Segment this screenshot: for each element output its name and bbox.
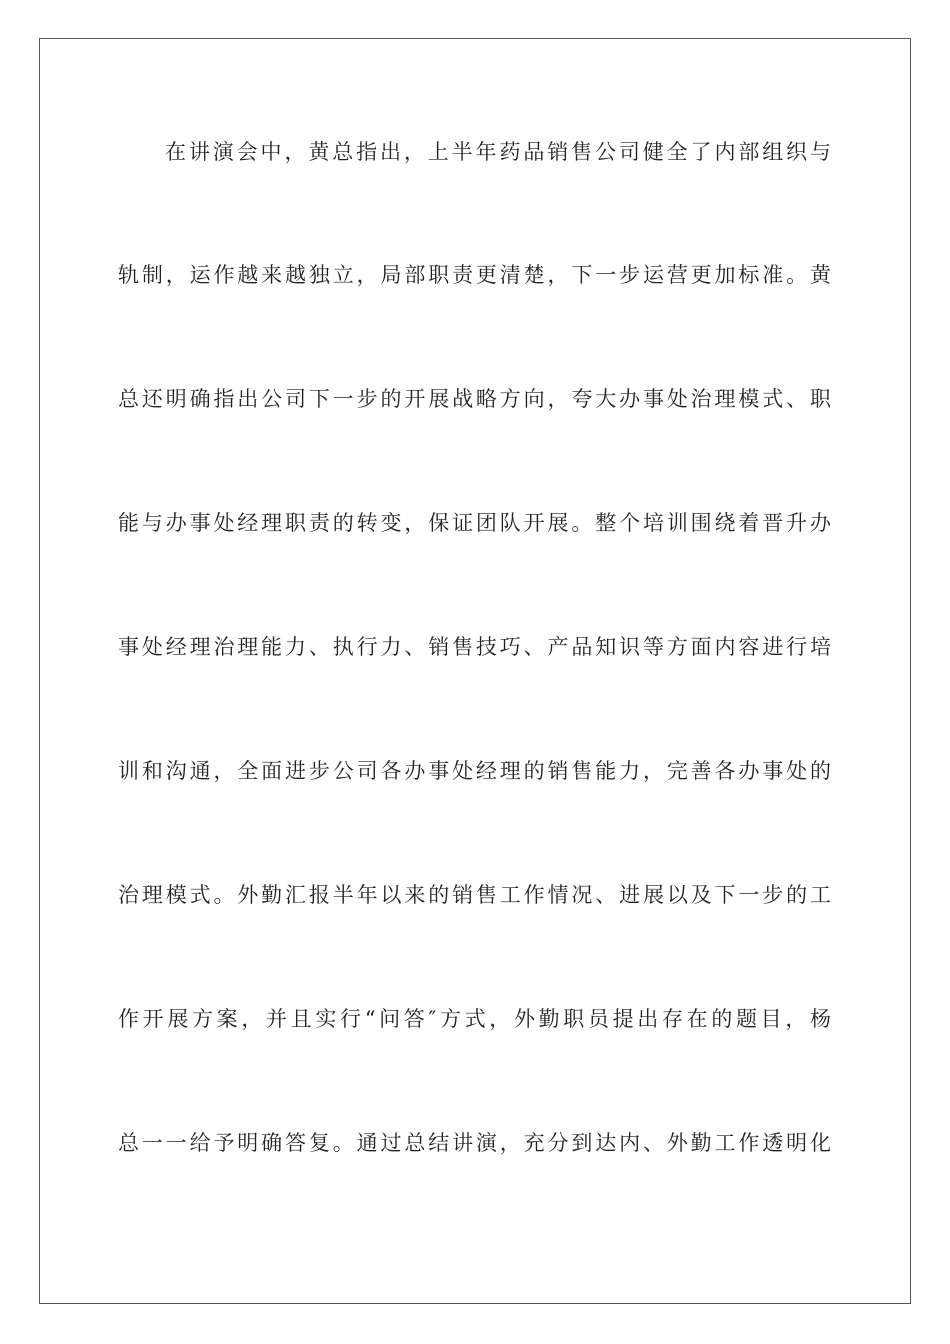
paragraph-line-2: 轨制，运作越来越独立，局部职责更清楚，下一步运营更加标准。黄 bbox=[118, 263, 831, 287]
paragraph-line-3: 总还明确指出公司下一步的开展战略方向，夸大办事处治理模式、职 bbox=[118, 387, 831, 411]
paragraph-line-6: 训和沟通，全面进步公司各办事处经理的销售能力，完善各办事处的 bbox=[118, 759, 831, 783]
paragraph-line-5: 事处经理治理能力、执行力、销售技巧、产品知识等方面内容进行培 bbox=[118, 635, 831, 659]
paragraph-line-4: 能与办事处经理职责的转变，保证团队开展。整个培训围绕着晋升办 bbox=[118, 511, 831, 535]
paragraph-line-7: 治理模式。外勤汇报半年以来的销售工作情况、进展以及下一步的工 bbox=[118, 883, 831, 907]
paragraph-line-8: 作开展方案，并且实行“问答″方式，外勤职员提出存在的题目，杨 bbox=[118, 1007, 831, 1031]
page-border bbox=[39, 38, 911, 1304]
paragraph-line-1: 在讲演会中，黄总指出，上半年药品销售公司健全了内部组织与 bbox=[165, 140, 831, 164]
paragraph-line-9: 总一一给予明确答复。通过总结讲演，充分到达内、外勤工作透明化 bbox=[118, 1131, 831, 1155]
